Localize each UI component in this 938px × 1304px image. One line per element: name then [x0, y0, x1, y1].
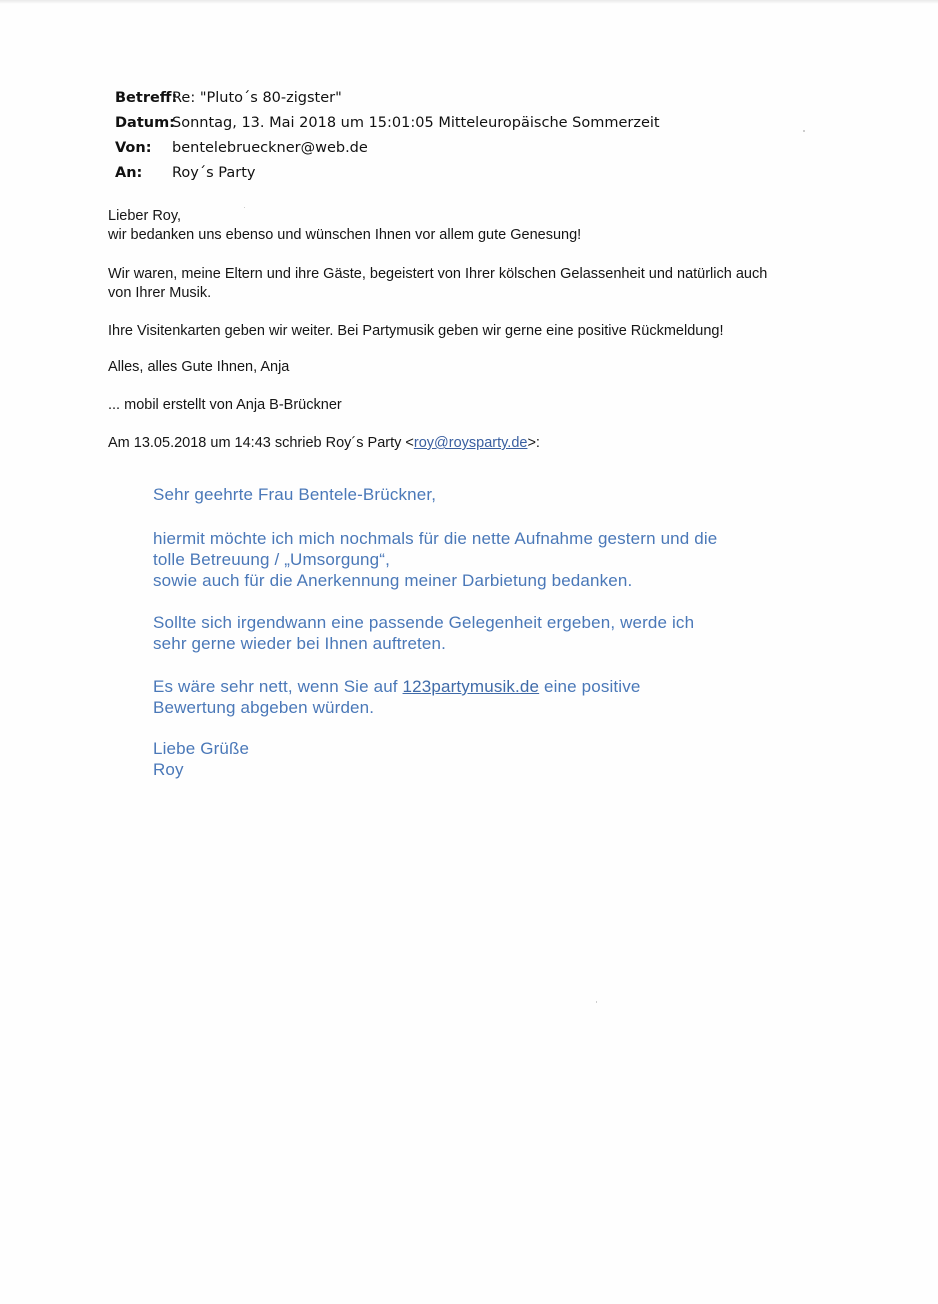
quoted-line: tolle Betreuung / „Umsorgung“,: [153, 550, 390, 569]
quoted-line: [153, 676, 640, 697]
from-label: Von:: [115, 140, 152, 156]
quoted-signature: Roy: [153, 760, 184, 779]
header-row-subject: [115, 86, 660, 111]
date-value: Sonntag, 13. Mai 2018 um 15:01:05 Mitteleuropäische Sommerzeit: [172, 115, 660, 131]
date-label: Datum:: [115, 115, 175, 131]
quoted-text: eine positive: [539, 677, 641, 696]
quoted-line: Bewertung abgeben würden.: [153, 698, 375, 717]
reply-line: Alles, alles Gute Ihnen, Anja: [108, 359, 290, 375]
quote-intro-prefix: Am 13.05.2018 um 14:43 schrieb Roy´s Party <: [108, 435, 414, 451]
quoted-line: hiermit möchte ich mich nochmals für die nette Aufnahme gestern und die: [153, 529, 718, 548]
scan-speck: [803, 130, 805, 132]
email-header: [115, 86, 660, 186]
quote-intro: [108, 434, 540, 453]
quoted-line: Sollte sich irgendwann eine passende Gelegenheit ergeben, werde ich: [153, 613, 695, 632]
from-value: bentelebrueckner@web.de: [172, 140, 368, 156]
reply-paragraph-2: [108, 265, 767, 303]
reply-salutation: Lieber Roy,: [108, 208, 182, 224]
header-row-to: [115, 161, 660, 186]
mobile-note-text: ... mobil erstellt von Anja B-Brückner: [108, 397, 342, 413]
subject-value: Re: "Pluto´s 80-zigster": [172, 90, 342, 106]
quoted-closing-line: Liebe Grüße: [153, 739, 250, 758]
scan-edge: [0, 0, 938, 4]
quote-intro-suffix: >:: [527, 435, 540, 451]
quote-intro-line: [108, 434, 540, 453]
mobile-note: [108, 396, 342, 415]
scan-speck: [596, 1001, 597, 1003]
quoted-line: sowie auch für die Anerkennung meiner Darbietung bedanken.: [153, 571, 633, 590]
partymusik-link[interactable]: 123partymusik.de: [402, 677, 540, 696]
header-row-date: [115, 111, 660, 136]
reply-line: von Ihrer Musik.: [108, 285, 212, 301]
reply-line: Ihre Visitenkarten geben wir weiter. Bei Partymusik geben wir gerne eine positive Rückmeldung!: [108, 323, 724, 339]
to-value: Roy´s Party: [172, 165, 256, 181]
subject-label: Betreff:: [115, 90, 178, 106]
reply-paragraph-3: [108, 322, 724, 341]
reply-paragraph-4: [108, 358, 289, 377]
quoted-paragraph-3: [153, 676, 640, 718]
quoted-text: Es wäre sehr nett, wenn Sie auf: [153, 677, 403, 696]
quoted-line: Sehr geehrte Frau Bentele-Brückner,: [153, 485, 437, 504]
quoted-paragraph-1: [153, 528, 717, 591]
to-label: An:: [115, 165, 143, 181]
reply-paragraph-1: [108, 207, 581, 245]
quoted-line: sehr gerne wieder bei Ihnen auftreten.: [153, 634, 446, 653]
sender-email-link[interactable]: roy@roysparty.de: [413, 435, 528, 451]
reply-line: Wir waren, meine Eltern und ihre Gäste, begeistert von Ihrer kölschen Gelassenheit und natürlich auch: [108, 266, 768, 282]
header-row-from: [115, 136, 660, 161]
quoted-closing: [153, 738, 249, 780]
quoted-paragraph-2: [153, 612, 694, 654]
quoted-greeting: [153, 484, 436, 505]
scan-speck: [244, 207, 245, 208]
reply-line: wir bedanken uns ebenso und wünschen Ihnen vor allem gute Genesung!: [108, 227, 582, 243]
